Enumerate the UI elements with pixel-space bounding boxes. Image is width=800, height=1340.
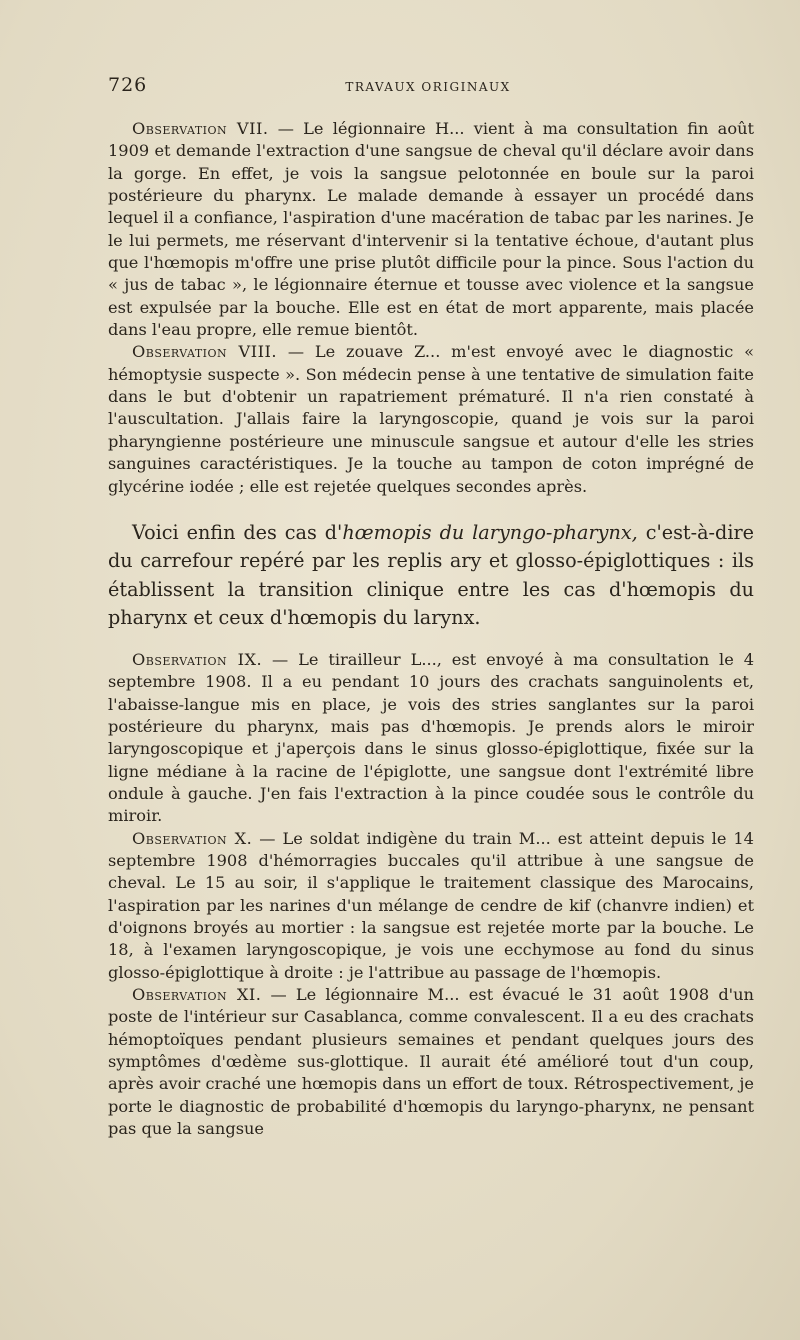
observation-11 [108, 984, 754, 1140]
observation-7 [108, 118, 754, 341]
lead-text-before: Voici enfin des cas d' [132, 520, 343, 544]
observation-10 [108, 828, 754, 984]
observation-title: Observation X. [132, 828, 253, 848]
lead-paragraph [108, 519, 754, 633]
observation-title: Observation IX. [132, 649, 263, 669]
observation-text: — Le tirailleur L..., est envoyé à ma consultation le 4 septembre 1908. Il a eu pendant 10 jours des crachats sanguinolents et, l'abaisse-langue mis en place, je vois des stries sanglantes sur la paroi postérieure du pharynx, mais pas d'hœmopis. Je prends alors le miroir laryngoscopique et j'aperçois dans le sinus glosso-épiglottique, fixée sur la ligne médiane à la racine de l'épiglotte, une sangsue dont l'extrémité libre ondule à gauche. J'en fais l'extraction à la pince coudée sous le contrôle du miroir. [108, 649, 755, 826]
lead-text-after: c'est-à-dire du carrefour repéré par les replis ary et glosso-épiglottiques : ils établissent la transition clinique entre les cas d'hœmopis du pharynx et ceux d'hœmopis du larynx. [108, 520, 754, 630]
observation-text: — Le soldat indigène du train M... est atteint depuis le 14 septembre 1908 d'hémorragies buccales qu'il attribue à une sangsue de cheval. Le 15 au soir, il s'applique le traitement classique des Marocains, l'aspiration par les narines d'un mélange de cendre de kif (chanvre indien) et d'oignons broyés au mortier : la sangsue est rejetée morte par la bouche. Le 18, à l'examen laryngoscopique, je vois une ecchymose au fond du sinus glosso-épiglottique à droite : je l'attribue au passage de l'hœmopis. [108, 828, 754, 982]
observation-text: — Le zouave Z... m'est envoyé avec le diagnostic « hémoptysie suspecte ». Son médecin pense à une tentative de simulation faite dans le but d'obtenir un rapatriement prématuré. Il n'a rien constaté à l'auscultation. J'allais faire la laryngoscopie, quand je vois sur la paroi pharyngienne postérieure une minuscule sangsue et autour d'elle les stries sanguines caractéristiques. Je la touche au tampon de coton imprégné de glycérine iodée ; elle est rejetée quelques secondes après. [108, 342, 755, 496]
page-number: 726 [108, 74, 148, 96]
observation-title: Observation VIII. [132, 342, 278, 362]
page-header [108, 74, 748, 100]
observation-text: — Le légionnaire H... vient à ma consultation fin août 1909 et demande l'extraction d'une sangsue de cheval qu'il déclare avoir dans la gorge. En effet, je vois la sangsue pelotonnée en boule sur la paroi postérieure du pharynx. Le malade demande à essayer un procédé dans lequel il a confiance, l'aspiration d'une macération de tabac par les narines. Je le lui permets, me réservant d'intervenir si la tentative échoue, d'autant plus que l'hœmopis m'offre une prise plutôt difficile pour la pince. Sous l'action du « jus de tabac », le légionnaire éternue et tousse avec violence et la sangsue est expulsée par la bouche. Elle est en état de mort apparente, mais placée dans l'eau propre, elle remue bientôt. [108, 119, 754, 340]
body-text [108, 118, 754, 1140]
lead-italic-term: hœmopis du laryngo-pharynx, [342, 520, 638, 544]
observation-title: Observation XI. [132, 985, 262, 1004]
observation-9 [108, 649, 754, 828]
observation-text: — Le légionnaire M... est évacué le 31 août 1908 d'un poste de l'intérieur sur Casablanca, comme convalescent. Il a eu des crachats hémoptoïques pendant plusieurs semaines et pendant quelques jours des symptômes d'œdème sus-glottique. Il aurait été amélioré tout d'un coup, après avoir craché une hœmopis dans un effort de toux. Rétrospectivement, je porte le diagnostic de probabilité d'hœmopis du laryngo-pharynx, ne pensant pas que la sangsue [108, 985, 754, 1139]
observation-title: Observation VII. [132, 119, 269, 138]
running-head: TRAVAUX ORIGINAUX [345, 80, 511, 94]
observation-8 [108, 341, 754, 497]
